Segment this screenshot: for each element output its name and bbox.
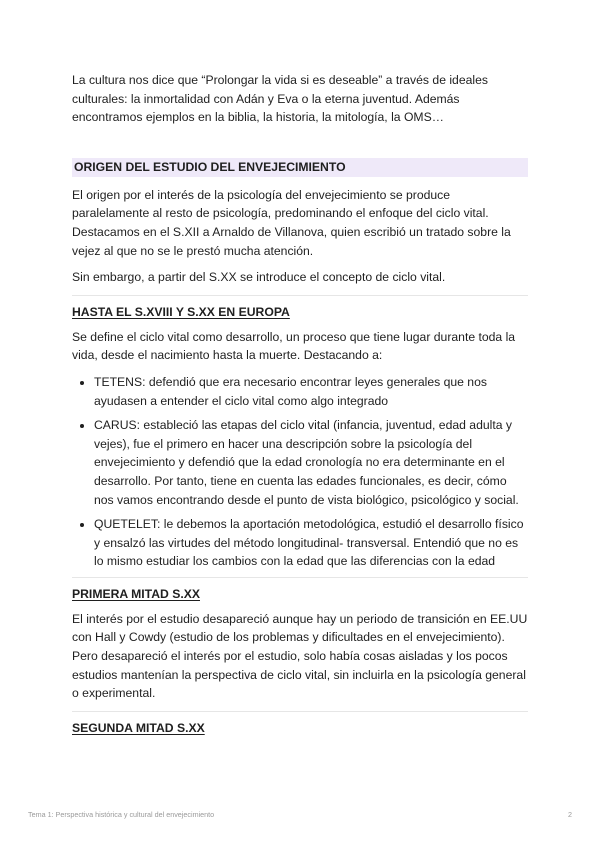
footer-title: Tema 1: Perspectiva histórica y cultural del envejecimiento [28,810,215,819]
primera-heading: PRIMERA MITAD S.XX [72,586,200,601]
hasta-heading: HASTA EL S.XVIII Y S.XX EN EUROPA [72,304,290,319]
list-item-quetelet: • QUETELET: le debemos la aportación metodológica, estudió el desarrollo físico y ensalzó las virtudes del método longitudinal- transversal. Entendió que no es lo mismo estudiar los cambios con la edad que las diferencias con la edad [94,515,528,571]
origen-paragraph-1: El origen por el interés de la psicología del envejecimiento se produce paralelamente al resto de psicología, predominando el enfoque del ciclo vital. Destacamos en el S.XII a Arnaldo de Villanova, quien escribió un tratado sobre la vejez al que no se le prestó mucha atención. [72,187,511,258]
list-item-tetens: • TETENS: defendió que era necesario encontrar leyes generales que nos ayudasen a entender el ciclo vital como algo integrado [94,373,528,410]
page-number: 2 [568,810,572,819]
divider [72,577,528,578]
segunda-heading: SEGUNDA MITAD S.XX [72,720,205,735]
page-footer [28,810,572,819]
divider [72,295,528,296]
primera-paragraph-1: El interés por el estudio desapareció aunque hay un periodo de transición en EE.UU con Hall y Cowdy (estudio de los problemas y dificultades en el envejecimiento). Pero desapareció el interés por el estudio, solo había cosas aisladas y los pocos estudios mantenían la perspectiva de ciclo vital, sin incluirla en la psicología general o experimental. [72,611,528,701]
list-item-carus: • CARUS: estableció las etapas del ciclo vital (infancia, juventud, edad adulta y vejes), fue el primero en hacer una descripción sobre la psicología del envejecimiento y defendió que la edad cronología no era determinante en el desarrollo. Por tanto, tiene en cuenta las edades funcionales, es decir, cómo nos vamos encontrando desde el punto de vista biológico, psicológico y social. [94,416,528,509]
hasta-paragraph-1: Se define el ciclo vital como desarrollo, un proceso que tiene lugar durante toda la vida, desde el nacimiento hasta la muerte. Destacando a: [72,329,516,363]
origen-heading: ORIGEN DEL ESTUDIO DEL ENVEJECIMIENTO [72,158,528,177]
intro-paragraph: La cultura nos dice que “Prolongar la vida si es deseable” a través de ideales culturales: la inmortalidad con Adán y Eva o la eterna juventud. Además encontramos ejemplos en la biblia, la historia, la mitología, la OMS… [72,73,488,125]
authors-list [72,373,528,571]
divider [72,711,528,712]
origen-paragraph-2: Sin embargo, a partir del S.XX se introduce el concepto de ciclo vital. [72,270,446,285]
document-body [72,71,528,744]
